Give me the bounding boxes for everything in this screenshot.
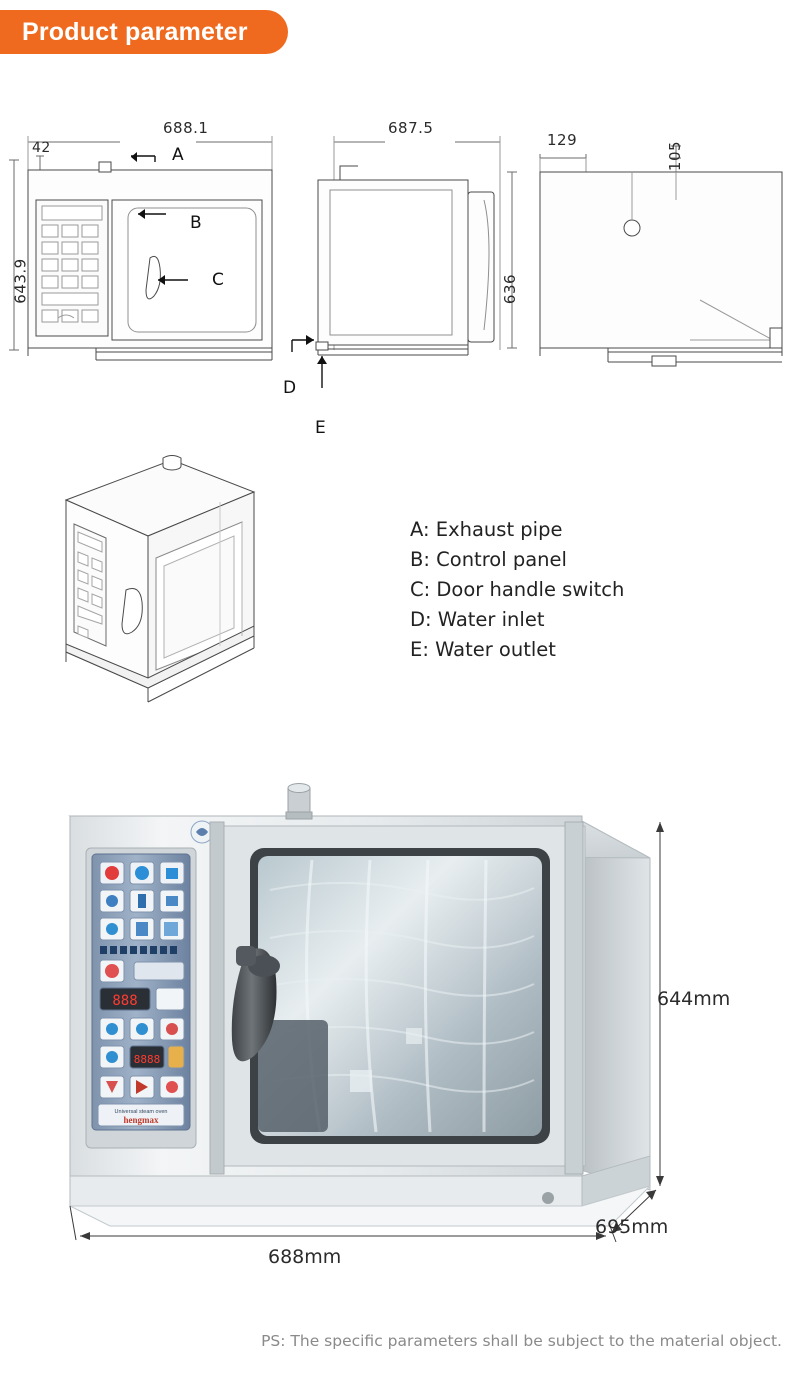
front-width-dimension: 688.1 bbox=[163, 119, 209, 137]
legend bbox=[410, 515, 624, 665]
legend-item-c: C: Door handle switch bbox=[410, 578, 625, 601]
display-value-1: 888 bbox=[112, 993, 138, 1009]
footer-note: PS: The specific parameters shall be subject to the material object. bbox=[261, 1332, 782, 1350]
callout-a-front: A bbox=[172, 145, 184, 165]
back-height-dimension: 636 bbox=[501, 273, 520, 305]
photo-width-dimension: 688mm bbox=[268, 1246, 342, 1268]
photo-height-dimension: 644mm bbox=[657, 988, 731, 1010]
callout-c-front: C bbox=[212, 270, 224, 290]
front-top-offset-dimension: 42 bbox=[32, 140, 51, 156]
legend-item-b: B: Control panel bbox=[410, 548, 567, 571]
page-title: Product parameter bbox=[22, 17, 248, 46]
callout-e-side: E bbox=[315, 418, 326, 438]
back-left-offset-dimension: 129 bbox=[547, 131, 578, 149]
product-photo bbox=[50, 770, 770, 1290]
callout-b-front: B bbox=[190, 213, 202, 233]
legend-item-a: A: Exhaust pipe bbox=[410, 518, 563, 541]
legend-item-d: D: Water inlet bbox=[410, 608, 545, 631]
photo-depth-dimension: 695mm bbox=[595, 1216, 669, 1238]
display-value-2: 8888 bbox=[133, 1053, 161, 1066]
brand-subtitle: Universal steam oven bbox=[114, 1109, 168, 1115]
side-depth-dimension: 687.5 bbox=[388, 119, 434, 137]
front-height-dimension: 643.9 bbox=[11, 258, 30, 304]
page-title-banner bbox=[0, 10, 288, 54]
back-right-offset-dimension: 105 bbox=[666, 140, 685, 172]
callout-d-side: D bbox=[283, 378, 297, 398]
perspective-line-drawing bbox=[30, 440, 390, 730]
legend-item-e: E: Water outlet bbox=[410, 638, 556, 661]
brand-logo: hengmax bbox=[123, 1115, 159, 1125]
